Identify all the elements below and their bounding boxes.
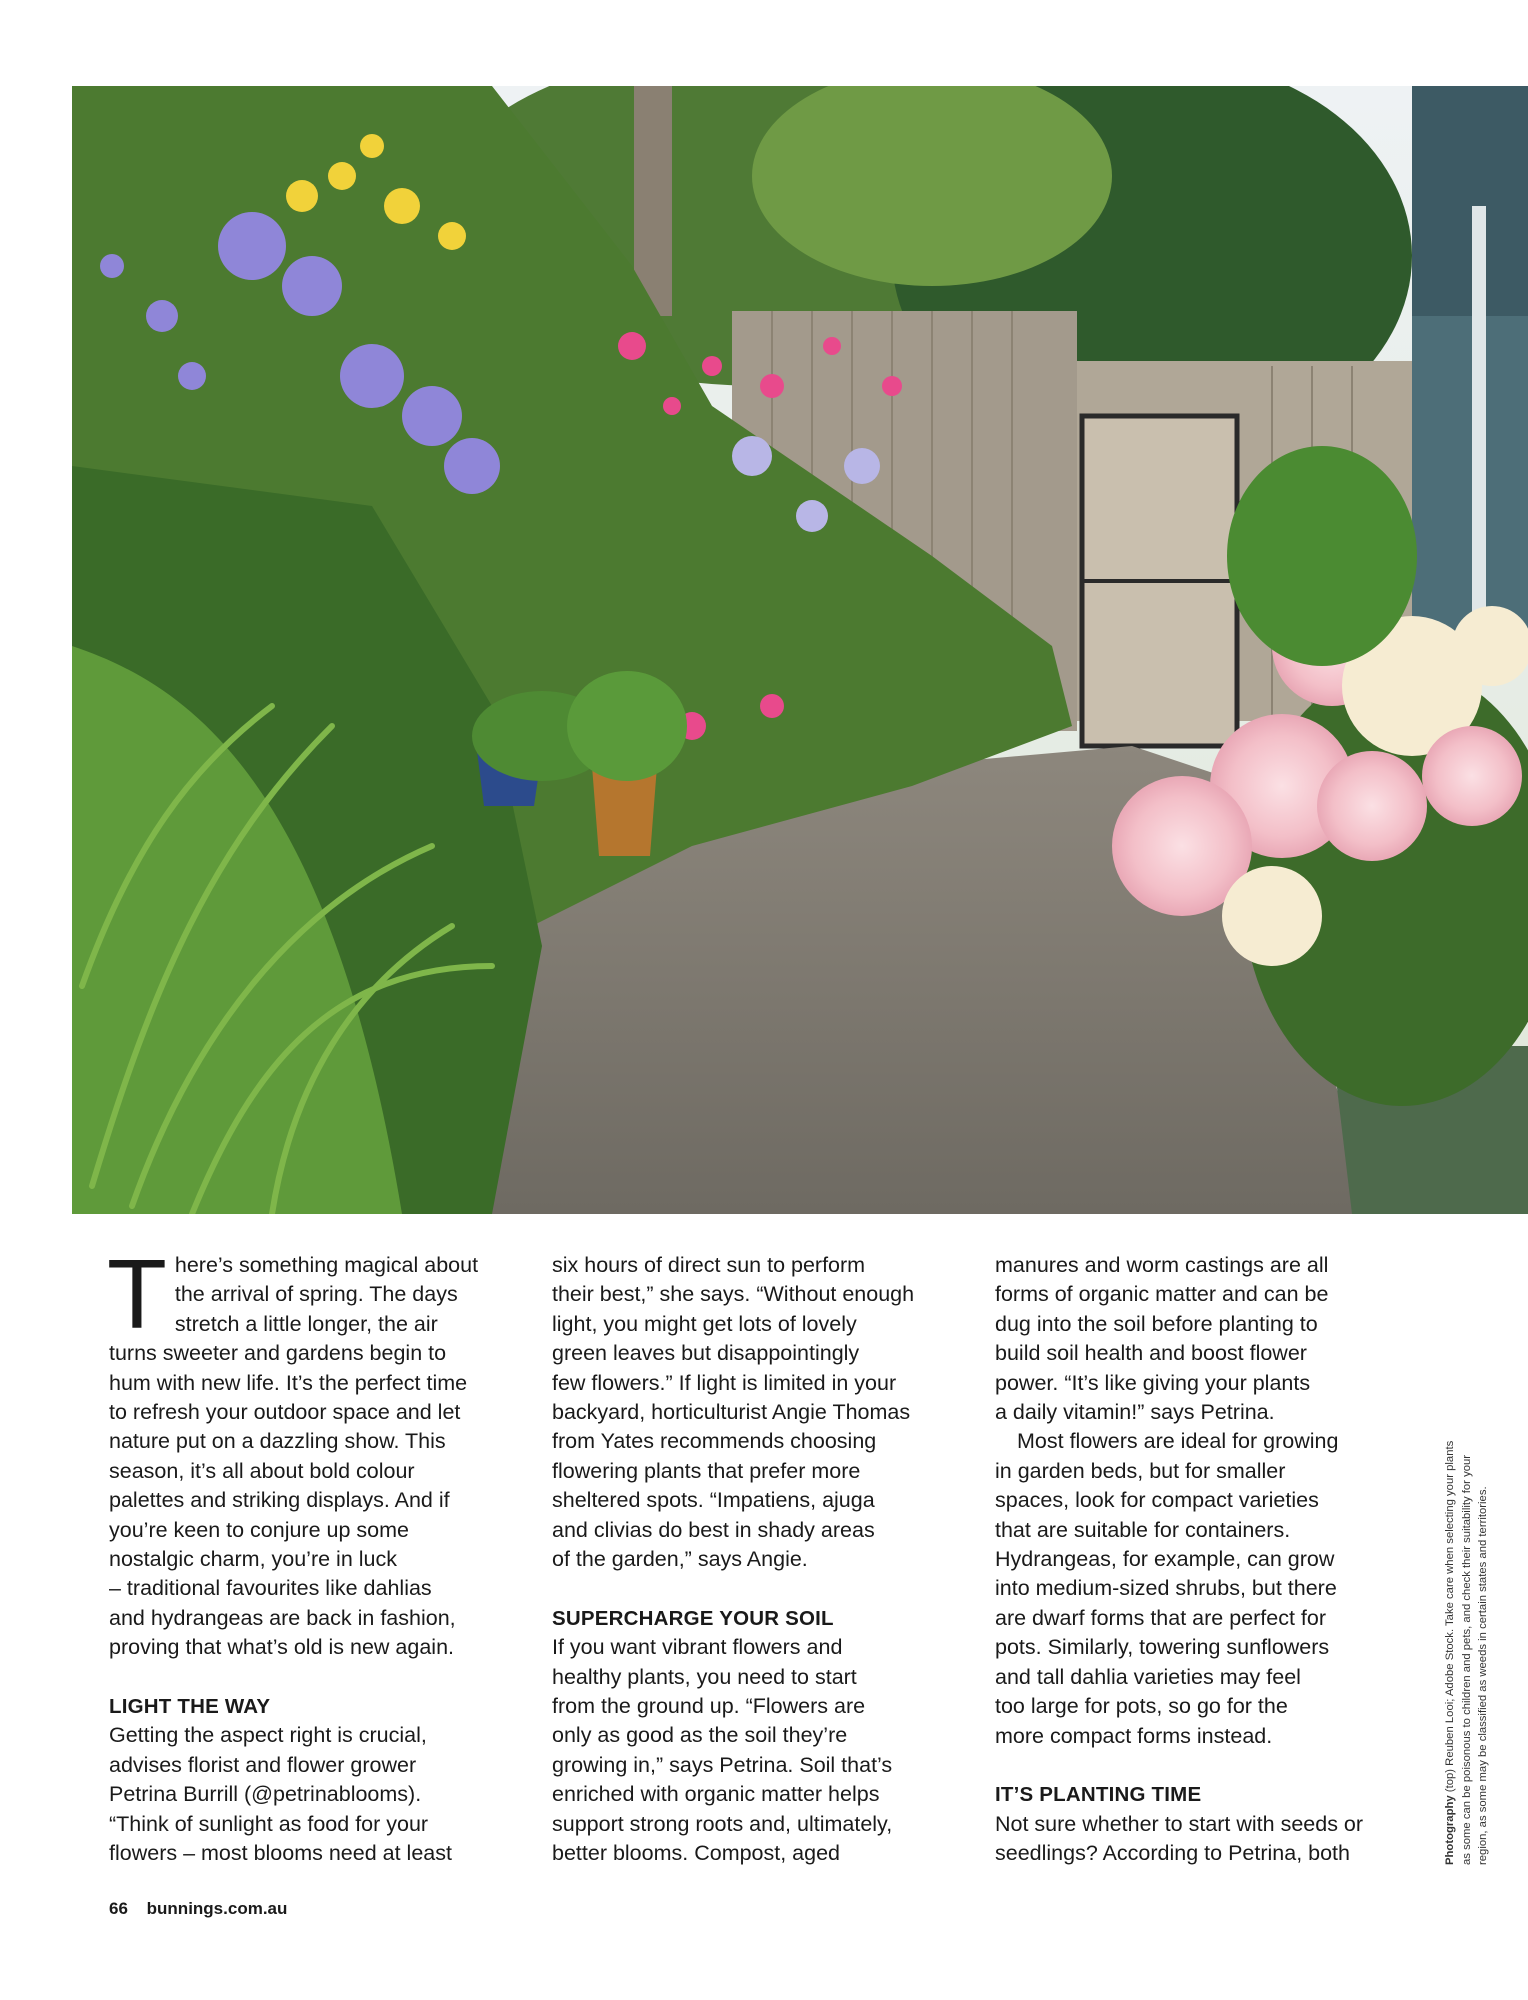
body-line: of the garden,” says Angie. xyxy=(552,1547,808,1572)
body-line: flowers – most blooms need at least xyxy=(109,1841,452,1866)
body-line: Most flowers are ideal for growing xyxy=(1017,1429,1339,1454)
body-line: proving that what’s old is new again. xyxy=(109,1635,455,1660)
body-line: from Yates recommends choosing xyxy=(552,1429,877,1454)
body-line: you’re keen to conjure up some xyxy=(109,1517,409,1542)
body-line: support strong roots and, ultimately, xyxy=(552,1811,893,1836)
body-line: Getting the aspect right is crucial, xyxy=(109,1723,427,1748)
body-line: advises florist and flower grower xyxy=(109,1752,417,1777)
photo-credit xyxy=(1442,1385,1492,1865)
body-line: that are suitable for containers. xyxy=(995,1517,1291,1542)
body-line: dug into the soil before planting to xyxy=(995,1311,1318,1336)
body-line: to refresh your outdoor space and let xyxy=(109,1400,461,1425)
body-line: here’s something magical about xyxy=(174,1253,479,1277)
body-line: more compact forms instead. xyxy=(995,1723,1273,1748)
section-heading: IT’S PLANTING TIME xyxy=(995,1783,1202,1807)
body-line: healthy plants, you need to start xyxy=(552,1664,857,1689)
body-line: and hydrangeas are back in fashion, xyxy=(109,1605,456,1630)
body-line: and tall dahlia varieties may feel xyxy=(995,1664,1301,1689)
article-column-2 xyxy=(552,1251,960,1869)
body-line: from the ground up. “Flowers are xyxy=(552,1694,866,1719)
credit-text: (top) Reuben Looi; Adobe Stock. Take care when selecting your plants xyxy=(1444,1440,1456,1796)
article-column-3 xyxy=(995,1251,1415,1869)
body-line: pots. Similarly, towering sunflowers xyxy=(995,1635,1330,1660)
body-line: build soil health and boost flower xyxy=(995,1341,1307,1366)
body-line: nature put on a dazzling show. This xyxy=(109,1429,446,1454)
body-line: better blooms. Compost, aged xyxy=(552,1841,841,1866)
section-heading: SUPERCHARGE YOUR SOIL xyxy=(552,1606,834,1630)
section-heading: LIGHT THE WAY xyxy=(109,1695,271,1719)
article-column-1 xyxy=(107,1239,507,1869)
body-line: sheltered spots. “Impatiens, ajuga xyxy=(552,1488,875,1513)
body-line: seedlings? According to Petrina, both xyxy=(995,1841,1350,1866)
garden-photo xyxy=(72,86,1528,1214)
body-line: spaces, look for compact varieties xyxy=(995,1488,1319,1513)
credit-label: Photography xyxy=(1444,1795,1456,1865)
body-line: and clivias do best in shady areas xyxy=(552,1517,875,1542)
body-line: six hours of direct sun to perform xyxy=(552,1253,866,1277)
body-line: green leaves but disappointingly xyxy=(552,1341,860,1366)
body-line: too large for pots, so go for the xyxy=(995,1694,1288,1719)
body-line: the arrival of spring. The days xyxy=(174,1282,458,1307)
body-line: few flowers.” If light is limited in your xyxy=(552,1370,897,1395)
body-line: in garden beds, but for smaller xyxy=(995,1458,1286,1483)
body-line: into medium-sized shrubs, but there xyxy=(995,1576,1337,1601)
body-line: light, you might get lots of lovely xyxy=(552,1311,857,1336)
body-line: If you want vibrant flowers and xyxy=(552,1635,843,1660)
body-line: forms of organic matter and can be xyxy=(995,1282,1329,1307)
body-line: Not sure whether to start with seeds or xyxy=(995,1811,1364,1836)
body-line: palettes and striking displays. And if xyxy=(109,1488,450,1513)
page-number: 66 xyxy=(109,1899,128,1918)
body-line: season, it’s all about bold colour xyxy=(109,1458,415,1483)
credit-text: region, as some may be classified as weeds in certain states and territories. xyxy=(1477,1486,1489,1865)
body-line: growing in,” says Petrina. Soil that’s xyxy=(552,1752,893,1777)
garden-illustration xyxy=(72,86,1528,1214)
body-line: power. “It’s like giving your plants xyxy=(995,1370,1311,1395)
body-line: turns sweeter and gardens begin to xyxy=(109,1341,447,1366)
page-footer xyxy=(109,1899,287,1919)
footer-site-link[interactable]: bunnings.com.au xyxy=(146,1899,288,1918)
body-line: – traditional favourites like dahlias xyxy=(109,1576,432,1601)
body-line: are dwarf forms that are perfect for xyxy=(995,1605,1326,1630)
body-line: “Think of sunlight as food for your xyxy=(109,1811,429,1836)
body-line: nostalgic charm, you’re in luck xyxy=(109,1547,397,1572)
body-line: manures and worm castings are all xyxy=(995,1253,1329,1277)
body-line: stretch a little longer, the air xyxy=(174,1311,438,1336)
credit-text: as some can be poisonous to children and pets, and check their suitability for your xyxy=(1460,1454,1473,1865)
drop-cap: T xyxy=(107,1239,167,1349)
body-line: a daily vitamin!” says Petrina. xyxy=(995,1400,1275,1425)
body-line: enriched with organic matter helps xyxy=(552,1782,880,1807)
body-line: their best,” she says. “Without enough xyxy=(552,1282,915,1307)
body-line: Petrina Burrill (@petrinablooms). xyxy=(109,1782,422,1807)
body-line: Hydrangeas, for example, can grow xyxy=(995,1547,1335,1572)
body-line: only as good as the soil they’re xyxy=(552,1723,848,1748)
body-line: backyard, horticulturist Angie Thomas xyxy=(552,1400,911,1425)
body-line: flowering plants that prefer more xyxy=(552,1458,861,1483)
body-line: hum with new life. It’s the perfect time xyxy=(109,1370,468,1395)
